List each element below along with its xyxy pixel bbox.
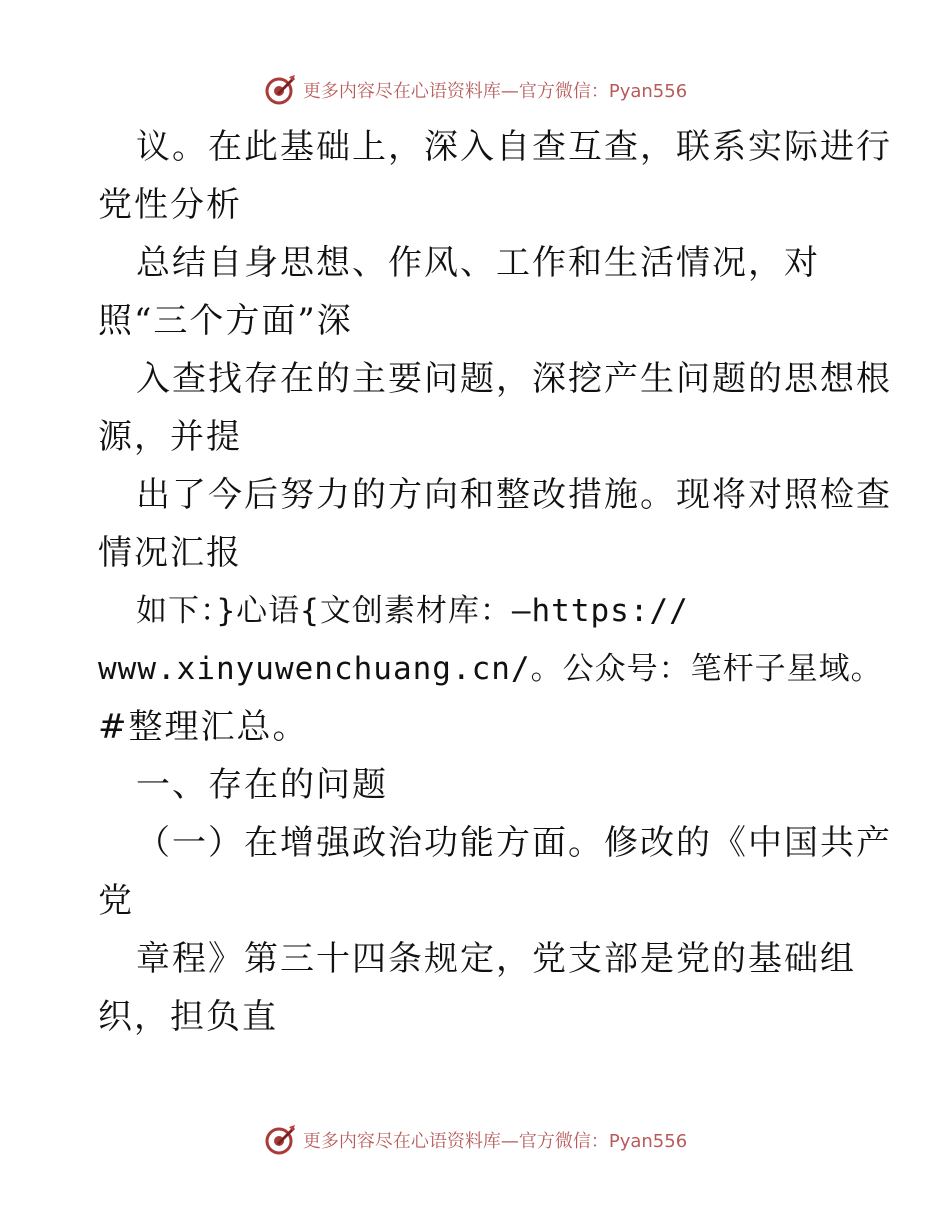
logo-icon [263,73,297,107]
paragraph-line: #整理汇总。 [98,707,309,747]
paragraph-line: 议。在此基础上，深入自查互查，联系实际进行 [136,127,892,167]
footer-banner-text: 更多内容尽在心语资料库—官方微信：Pyan556 [302,1131,688,1152]
paragraph-line: 总结自身思想、作风、工作和生活情况，对 [136,243,820,283]
paragraph-line: www.xinyuwenchuang.cn/。公众号：笔杆子星域。 [98,651,883,687]
paragraph-line: 织，担负直 [98,997,278,1037]
footer-banner [0,1120,950,1160]
paragraph-line: 出了今后努力的方向和整改措施。现将对照检查 [136,475,892,515]
paragraph-line: （一）在增强政治功能方面。修改的《中国共产 [136,823,892,863]
paragraph-line: 党性分析 [98,185,242,225]
paragraph-line: 党 [98,881,134,921]
document-body [98,118,892,1046]
header-banner-text: 更多内容尽在心语资料库—官方微信：Pyan556 [302,81,688,102]
paragraph-line: 源，并提 [98,417,242,457]
logo-icon [263,1123,297,1157]
paragraph-line: 如下：}心语{文创素材库：—https:// [136,593,689,629]
paragraph-line: 情况汇报 [98,533,242,573]
section-heading: 一、存在的问题 [136,765,388,805]
paragraph-line: 章程》第三十四条规定，党支部是党的基础组 [136,939,856,979]
header-banner [0,70,950,110]
paragraph-line: 照“三个方面”深 [98,301,353,341]
paragraph-line: 入查找存在的主要问题，深挖产生问题的思想根 [136,359,892,399]
